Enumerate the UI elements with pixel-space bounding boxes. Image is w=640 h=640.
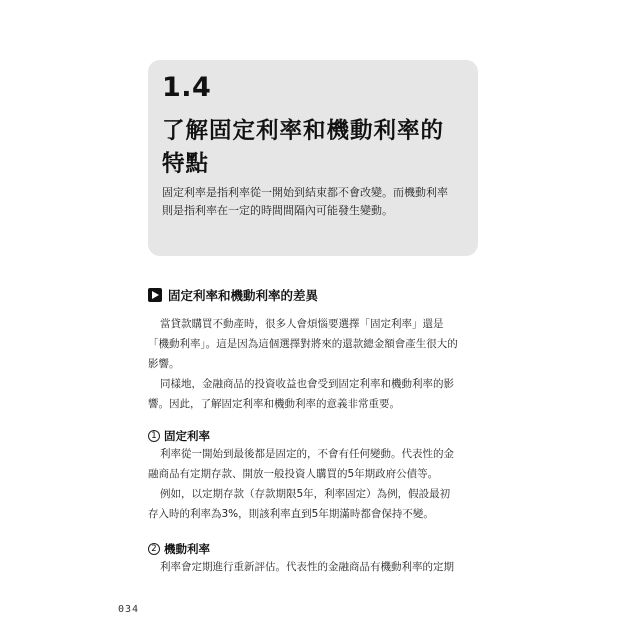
section-title-line: 特點 (162, 151, 210, 177)
section-number: 1.4 (162, 72, 212, 103)
subheading-label: 固定利率和機動利率的差異 (168, 288, 319, 303)
intro-line: 固定利率是指利率從一開始到結束都不會改變。而機動利率 (162, 186, 448, 199)
section-title (162, 115, 474, 181)
paragraph (148, 444, 478, 524)
paragraph-line: 存入時的利率為3%，則該利率直到5年期滿時都會保持不變。 (148, 508, 434, 520)
subheading (148, 286, 318, 304)
circled-number: 2 (148, 543, 160, 555)
paragraph-line: 同樣地，金融商品的投資收益也會受到固定利率和機動利率的影 (160, 378, 454, 390)
section-intro (162, 184, 474, 220)
paragraph-line: 融商品有定期存款、開放一般投資人購買的5年期政府公債等。 (148, 468, 439, 480)
paragraph-line: 當貸款購買不動產時，很多人會煩惱要選擇「固定利率」還是 (160, 318, 444, 330)
paragraph (148, 314, 478, 374)
paragraph-line: 利率會定期進行重新評估。代表性的金融商品有機動利率的定期 (160, 561, 454, 573)
item-heading-floating-rate (148, 541, 210, 557)
circled-number: 1 (148, 430, 160, 442)
paragraph-line: 「機動利率」。這是因為這個選擇對將來的還款總金額會產生很大的 (148, 338, 458, 350)
paragraph-line: 例如，以定期存款（存款期限5年，利率固定）為例，假設最初 (160, 488, 451, 500)
section-title-line: 了解固定利率和機動利率的 (162, 118, 445, 144)
play-icon (148, 288, 162, 302)
paragraph-line: 影響。 (148, 358, 180, 370)
page-number: 034 (118, 604, 140, 615)
item-heading-label: 機動利率 (164, 542, 210, 556)
section-header-box (148, 60, 478, 256)
intro-line: 則是指利率在一定的時間間隔內可能發生變動。 (162, 204, 393, 217)
paragraph (148, 557, 478, 577)
paragraph (148, 374, 478, 414)
item-heading-label: 固定利率 (164, 429, 210, 443)
item-heading-fixed-rate (148, 428, 210, 444)
paragraph-line: 響。因此，了解固定利率和機動利率的意義非常重要。 (148, 398, 400, 410)
paragraph-line: 利率從一開始到最後都是固定的，不會有任何變動。代表性的金 (160, 448, 454, 460)
